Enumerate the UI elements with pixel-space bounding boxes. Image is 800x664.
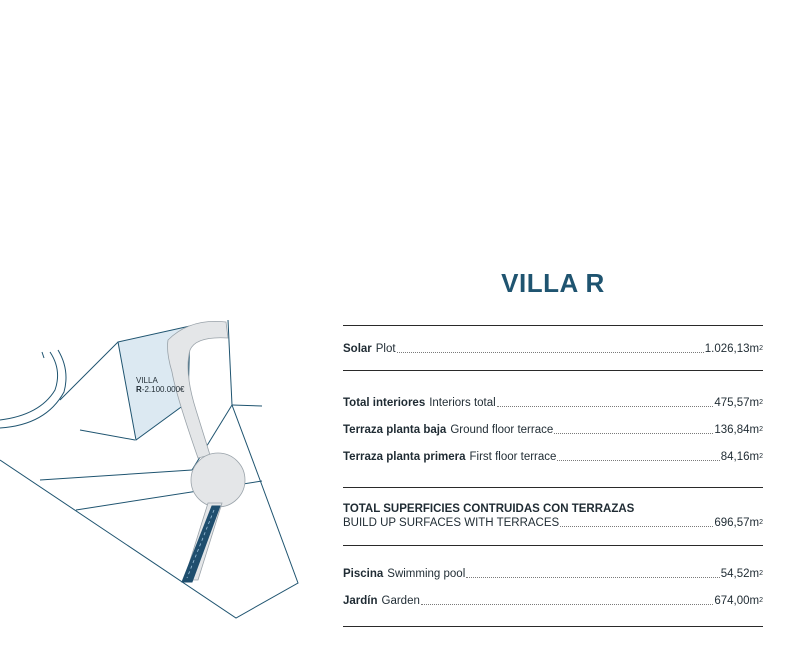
dot-leader (554, 432, 713, 434)
row-label-en: Ground floor terrace (450, 424, 554, 436)
row-label-es: Jardín (343, 595, 378, 607)
row-label-en: Plot (375, 343, 396, 355)
plan-label-price: R-2.100.000€ (136, 385, 185, 394)
dot-leader (557, 459, 719, 461)
total-heading: TOTAL SUPERFICIES CONTRUIDAS CON TERRAZAS (343, 503, 635, 515)
row-label-es: Total interiores (343, 397, 426, 409)
row-value: $136,84m^2$ (714, 424, 763, 436)
dot-leader (397, 351, 704, 353)
site-plan (0, 300, 320, 640)
row-interiors (343, 394, 763, 410)
row-value: $84,16m^2$ (720, 451, 763, 463)
row-value: $475,57m^2$ (714, 397, 763, 409)
row-label-en: Interiors total (429, 397, 496, 409)
divider (343, 626, 763, 627)
row-value: $674,00m^2$ (714, 595, 763, 607)
row-ground-terrace (343, 421, 763, 437)
divider (343, 545, 763, 546)
row-label-en: Garden (381, 595, 420, 607)
row-label-en: Swimming pool (387, 568, 466, 580)
dot-leader (497, 405, 714, 407)
total-label-en: BUILD UP SURFACES WITH TERRACES (343, 517, 560, 529)
row-value: $54,52m^2$ (720, 568, 763, 580)
plan-label-villa: VILLA (136, 376, 158, 385)
row-pool (343, 565, 763, 581)
row-garden (343, 592, 763, 608)
row-total (343, 514, 763, 530)
dot-leader (560, 525, 713, 527)
row-plot (343, 340, 763, 356)
row-label-es: Terraza planta primera (343, 451, 466, 463)
dot-leader (466, 576, 719, 578)
divider (343, 487, 763, 488)
divider (343, 325, 763, 326)
row-label-es: Piscina (343, 568, 384, 580)
row-label-es: Solar (343, 343, 372, 355)
row-label-es: Terraza planta baja (343, 424, 447, 436)
total-value: $696,57m^2$ (714, 517, 763, 529)
page-title: VILLA R (501, 268, 605, 298)
row-value: $1.026,13m^2$ (704, 343, 763, 355)
dot-leader (421, 603, 713, 605)
row-label-en: First floor terrace (469, 451, 557, 463)
divider (343, 370, 763, 371)
row-first-terrace (343, 448, 763, 464)
